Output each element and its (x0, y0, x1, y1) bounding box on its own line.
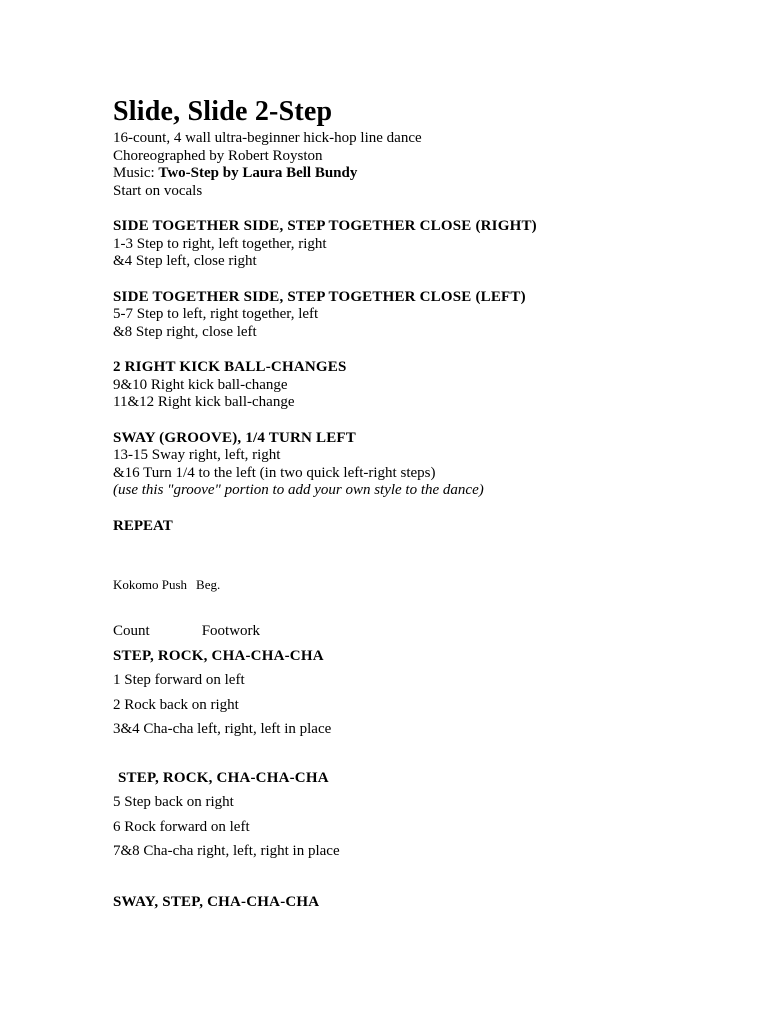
step-line: 9&10 Right kick ball-change (113, 376, 288, 393)
section-sway-step-cha (113, 890, 708, 915)
count-header: Count (113, 623, 150, 639)
section-step-rock-cha-2 (113, 766, 708, 864)
section-kick-ball-changes (113, 359, 708, 412)
step-line: 11&12 Right kick ball-change (113, 394, 295, 410)
section-heading: STEP, ROCK, CHA-CHA-CHA (118, 769, 329, 786)
music-label: Music: (113, 165, 159, 181)
step-line: 1-3 Step to right, left together, right (113, 235, 327, 252)
step-line: &4 Step left, close right (113, 253, 257, 269)
step-line: &16 Turn 1/4 to the left (in two quick left-right steps) (113, 464, 436, 481)
step-line: 5 Step back on right (113, 794, 234, 810)
second-dance-level: Beg. (196, 577, 221, 592)
table-header-row (113, 619, 708, 644)
step-line: &8 Step right, close left (113, 323, 257, 340)
section-heading: STEP, ROCK, CHA-CHA-CHA (113, 647, 324, 664)
section-heading: SIDE TOGETHER SIDE, STEP TOGETHER CLOSE (RIGHT) (113, 218, 537, 234)
second-dance-name: Kokomo Push (113, 577, 188, 592)
section-sway-groove (113, 430, 708, 500)
choreographer-line: Choreographed by Robert Royston (113, 147, 323, 164)
dance-description: 16-count, 4 wall ultra-beginner hick-hop line dance (113, 130, 422, 146)
second-dance-title (113, 577, 708, 592)
step-line: 5-7 Step to left, right together, left (113, 306, 319, 322)
repeat-label: REPEAT (113, 517, 173, 534)
section-heading: SIDE TOGETHER SIDE, STEP TOGETHER CLOSE (LEFT) (113, 288, 526, 305)
music-title: Two-Step by Laura Bell Bundy (158, 165, 358, 181)
section-heading: SWAY, STEP, CHA-CHA-CHA (113, 893, 320, 910)
step-line: 2 Rock back on right (113, 696, 239, 713)
section-side-together-left (113, 289, 708, 342)
section-side-together-right (113, 218, 708, 271)
step-line: 7&8 Cha-cha right, left, right in place (113, 843, 340, 859)
section-step-rock-cha-1 (113, 644, 708, 742)
section-heading: SWAY (GROOVE), 1/4 TURN LEFT (113, 429, 356, 446)
music-line (113, 165, 708, 183)
section-heading: 2 RIGHT KICK BALL-CHANGES (113, 359, 347, 375)
dance-header-info (113, 130, 708, 200)
groove-note: (use this "groove" portion to add your own style to the dance) (113, 482, 484, 498)
step-line: 6 Rock forward on left (113, 818, 250, 835)
second-dance-body (113, 619, 708, 914)
step-line: 3&4 Cha-cha left, right, left in place (113, 721, 332, 737)
start-cue-line: Start on vocals (113, 182, 203, 199)
page-title: Slide, Slide 2-Step (113, 96, 333, 127)
step-line: 1 Step forward on left (113, 672, 245, 688)
step-line: 13-15 Sway right, left, right (113, 447, 281, 463)
footwork-header: Footwork (201, 623, 261, 639)
